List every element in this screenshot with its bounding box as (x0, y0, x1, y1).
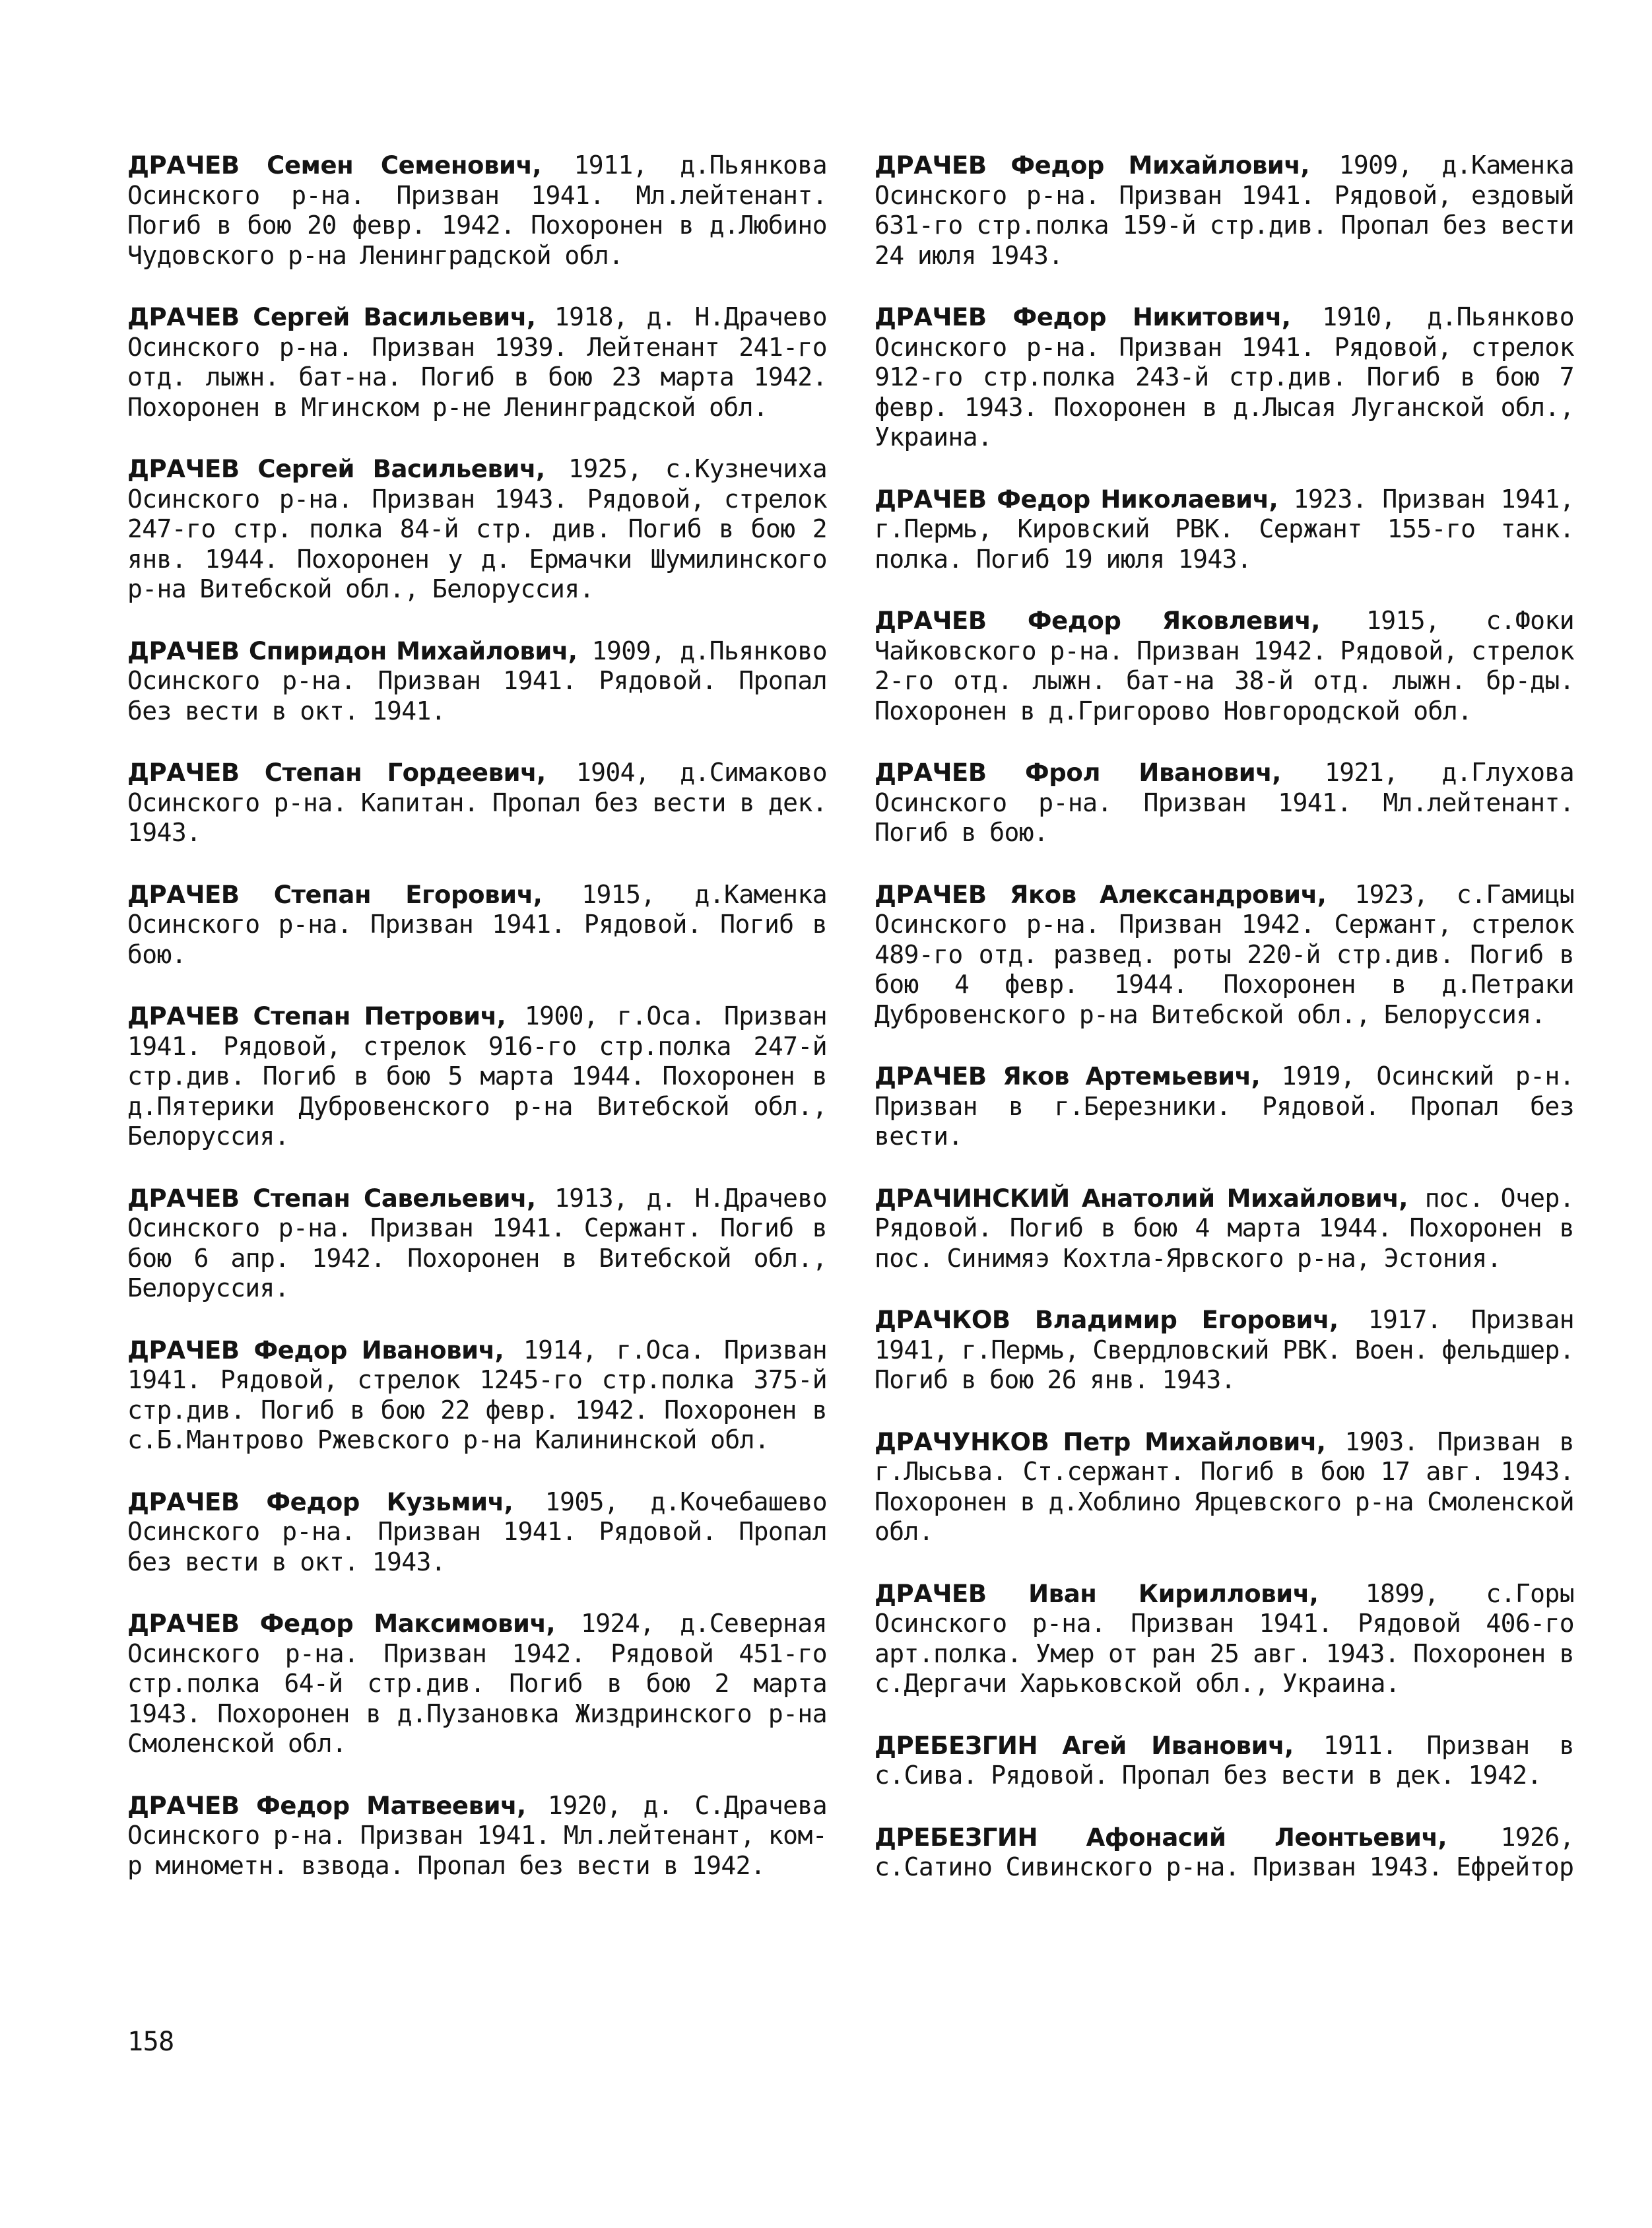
entry-text: 1914, г.Оса. Призван 1941. Рядовой, стрелок 1245-го стр.полка 375-й стр.див. Погиб в бою 22 февр. 1942. Похоронен в с.Б.Мантрово Ржевского р-на Калининской обл. (127, 1335, 827, 1454)
entry-text: 1905, д.Кочебашево Осинского р-на. Призван 1941. Рядовой. Пропал без вести в окт. 1943. (127, 1487, 827, 1576)
left-column (127, 151, 827, 1912)
entry-text: 1909, д.Пьянково Осинского р-на. Призван 1941. Рядовой. Пропал без вести в окт. 1941. (127, 636, 827, 726)
entry-name: ДРАЧЕВ Сергей Васильевич, (127, 455, 545, 483)
entry-name: ДРЕБЕЗГИН Агей Иванович, (875, 1731, 1294, 1760)
biography-entry (875, 606, 1574, 726)
entry-text: 1903. Призван в г.Лысьва. Ст.сержант. Погиб в бою 17 авг. 1943. Похоронен в д.Хоблино Ярцевского р-на Смоленской обл. (875, 1427, 1575, 1546)
entry-text: 1913, д. Н.Драчево Осинского р-на. Призван 1941. Сержант. Погиб в бою 6 апр. 1942. Похоронен в Витебской обл., Белоруссия. (127, 1183, 828, 1302)
biography-entry (127, 1487, 827, 1578)
biography-entry (127, 758, 827, 848)
entry-text: 1899, с.Горы Осинского р-на. Призван 1941. Рядовой 406-го арт.полка. Умер от ран 25 авг. 1943. Похоронен в с.Дергачи Харьковской обл., Украина. (875, 1578, 1574, 1698)
biography-entry (875, 758, 1574, 848)
entry-text: 1918, д. Н.Драчево Осинского р-на. Призван 1939. Лейтенант 241-го отд. лыжн. бат-на. Погиб в бою 23 марта 1942. Похоронен в Мгинском р-не Ленинградской обл. (127, 302, 828, 422)
entry-text: 1904, д.Симаково Осинского р-на. Капитан. Пропал без вести в дек. 1943. (127, 758, 827, 847)
biography-entry (127, 1791, 827, 1881)
entry-text: пос. Очер. Рядовой. Погиб в бою 4 марта 1944. Похоронен в пос. Синимяэ Кохтла-Ярвского р-на, Эстония. (875, 1183, 1574, 1273)
entry-text: 1923. Призван 1941, г.Пермь, Кировский РВК. Сержант 155-го танк. полка. Погиб 19 июля 1943. (875, 484, 1574, 574)
entry-name: ДРАЧЕВ Федор Николаевич, (875, 485, 1278, 514)
entry-text: 1923, с.Гамицы Осинского р-на. Призван 1942. Сержант, стрелок 489-го отд. развед. роты 220-й стр.див. Погиб в бою 4 февр. 1944. Похоронен в д.Петраки Дубровенского р-на Витебской обл., Белоруссия. (875, 879, 1575, 1029)
entry-text: 1915, д.Каменка Осинского р-на. Призван 1941. Рядовой. Погиб в бою. (127, 879, 827, 969)
entry-text: 1917. Призван 1941, г.Пермь, Свердловский РВК. Воен. фельдшер. Погиб в бою 26 янв. 1943. (875, 1305, 1574, 1394)
biography-entry (875, 1579, 1574, 1699)
biography-entry (875, 880, 1574, 1030)
entry-name: ДРАЧЕВ Федор Михайлович, (875, 151, 1310, 180)
entry-name: ДРАЧЕВ Федор Матвеевич, (127, 1791, 526, 1820)
entry-text: 1921, д.Глухова Осинского р-на. Призван 1941. Мл.лейтенант. Погиб в бою. (875, 758, 1574, 847)
entry-name: ДРАЧКОВ Владимир Егорович, (875, 1306, 1338, 1334)
biography-entry (127, 1001, 827, 1152)
biography-entry (875, 151, 1574, 271)
biography-entry (127, 1335, 827, 1456)
entry-text: 1924, д.Северная Осинского р-на. Призван 1942. Рядовой 451-го стр.полка 64-й стр.див. Погиб в бою 2 марта 1943. Похоронен в д.Пузановка Жиздринского р-на Смоленской обл. (127, 1609, 827, 1758)
entry-text: 1925, с.Кузнечиха Осинского р-на. Призван 1943. Рядовой, стрелок 247-го стр. полка 84-й стр. див. Погиб в бою 2 янв. 1944. Похоронен у д. Ермачки Шумилинского р-на Витебской обл., Белоруссия. (127, 454, 827, 603)
entry-name: ДРАЧЕВ Степан Егорович, (127, 880, 543, 909)
page-number: 158 (127, 2027, 174, 2057)
entry-text: 1920, д. С.Драчева Осинского р-на. Призван 1941. Мл.лейтенант, ком-р минометн. взвода. Пропал без вести в 1942. (127, 1790, 827, 1880)
entry-text: 1911. Призван в с.Сива. Рядовой. Пропал без вести в дек. 1942. (875, 1730, 1574, 1790)
entry-name: ДРАЧУНКОВ Петр Михайлович, (875, 1427, 1326, 1456)
entry-text: 1919, Осинский р-н. Призван в г.Березники. Рядовой. Пропал без вести. (875, 1062, 1574, 1151)
biography-entry (127, 151, 827, 271)
biography-entry (875, 485, 1574, 575)
entry-text: 1900, г.Оса. Призван 1941. Рядовой, стрелок 916-го стр.полка 247-й стр.див. Погиб в бою 5 марта 1944. Похоронен в д.Пятерики Дубровенского р-на Витебской обл., Белоруссия. (127, 1001, 827, 1151)
entry-text: 1926, с.Сатино Сивинского р-на. Призван 1943. Ефрейтор (875, 1822, 1574, 1881)
entry-name: ДРАЧЕВ Федор Никитович, (875, 303, 1291, 331)
entry-text: 1909, д.Каменка Осинского р-на. Призван 1941. Рядовой, ездовый 631-го стр.полка 159-й стр.див. Пропал без вести 24 июля 1943. (875, 151, 1574, 270)
biography-entry (875, 1184, 1574, 1274)
entry-name: ДРАЧЕВ Сергей Васильевич, (127, 303, 536, 331)
right-column (875, 151, 1574, 1914)
entry-name: ДРАЧЕВ Федор Иванович, (127, 1335, 504, 1365)
biography-entry (875, 1305, 1574, 1396)
entry-name: ДРАЧЕВ Степан Савельевич, (127, 1184, 536, 1213)
entry-name: ДРАЧЕВ Яков Артемьевич, (875, 1062, 1261, 1091)
entry-text: 1915, с.Фоки Чайковского р-на. Призван 1942. Рядовой, стрелок 2-го отд. лыжн. бат-на 38-й отд. лыжн. бр-ды. Похоронен в д.Григорово Новгородской обл. (875, 606, 1574, 726)
entry-name: ДРАЧЕВ Семен Семенович, (127, 151, 542, 180)
biography-entry (875, 1823, 1574, 1883)
entry-name: ДРАЧЕВ Спиридон Михайлович, (127, 636, 578, 665)
entry-name: ДРЕБЕЗГИН Афонасий Леонтьевич, (875, 1823, 1447, 1852)
biography-entry (875, 1731, 1574, 1791)
entry-name: ДРАЧИНСКИЙ Анатолий Михайлович, (875, 1184, 1408, 1213)
biography-entry (127, 1609, 827, 1759)
entry-name: ДРАЧЕВ Яков Александрович, (875, 880, 1327, 909)
entry-name: ДРАЧЕВ Иван Кириллович, (875, 1579, 1319, 1608)
entry-name: ДРАЧЕВ Степан Петрович, (127, 1002, 506, 1030)
entry-text: 1910, д.Пьянково Осинского р-на. Призван 1941. Рядовой, стрелок 912-го стр.полка 243-й стр.див. Погиб в бою 7 февр. 1943. Похоронен в д.Лысая Луганской обл., Украина. (875, 302, 1574, 452)
entry-name: ДРАЧЕВ Фрол Иванович, (875, 759, 1281, 787)
biography-entry (875, 1062, 1574, 1152)
biography-entry (127, 302, 827, 422)
entry-name: ДРАЧЕВ Федор Яковлевич, (875, 607, 1321, 635)
biography-entry (127, 880, 827, 970)
entry-name: ДРАЧЕВ Степан Гордеевич, (127, 759, 546, 787)
biography-entry (127, 636, 827, 727)
entry-text: 1911, д.Пьянкова Осинского р-на. Призван 1941. Мл.лейтенант. Погиб в бою 20 февр. 1942. Похоронен в д.Любино Чудовского р-на Ленинградской обл. (127, 151, 827, 270)
biography-entry (875, 1427, 1574, 1547)
biography-entry (127, 1184, 827, 1304)
biography-entry (875, 302, 1574, 453)
biography-entry (127, 454, 827, 605)
entry-name: ДРАЧЕВ Федор Максимович, (127, 1609, 556, 1638)
entry-name: ДРАЧЕВ Федор Кузьмич, (127, 1487, 513, 1516)
